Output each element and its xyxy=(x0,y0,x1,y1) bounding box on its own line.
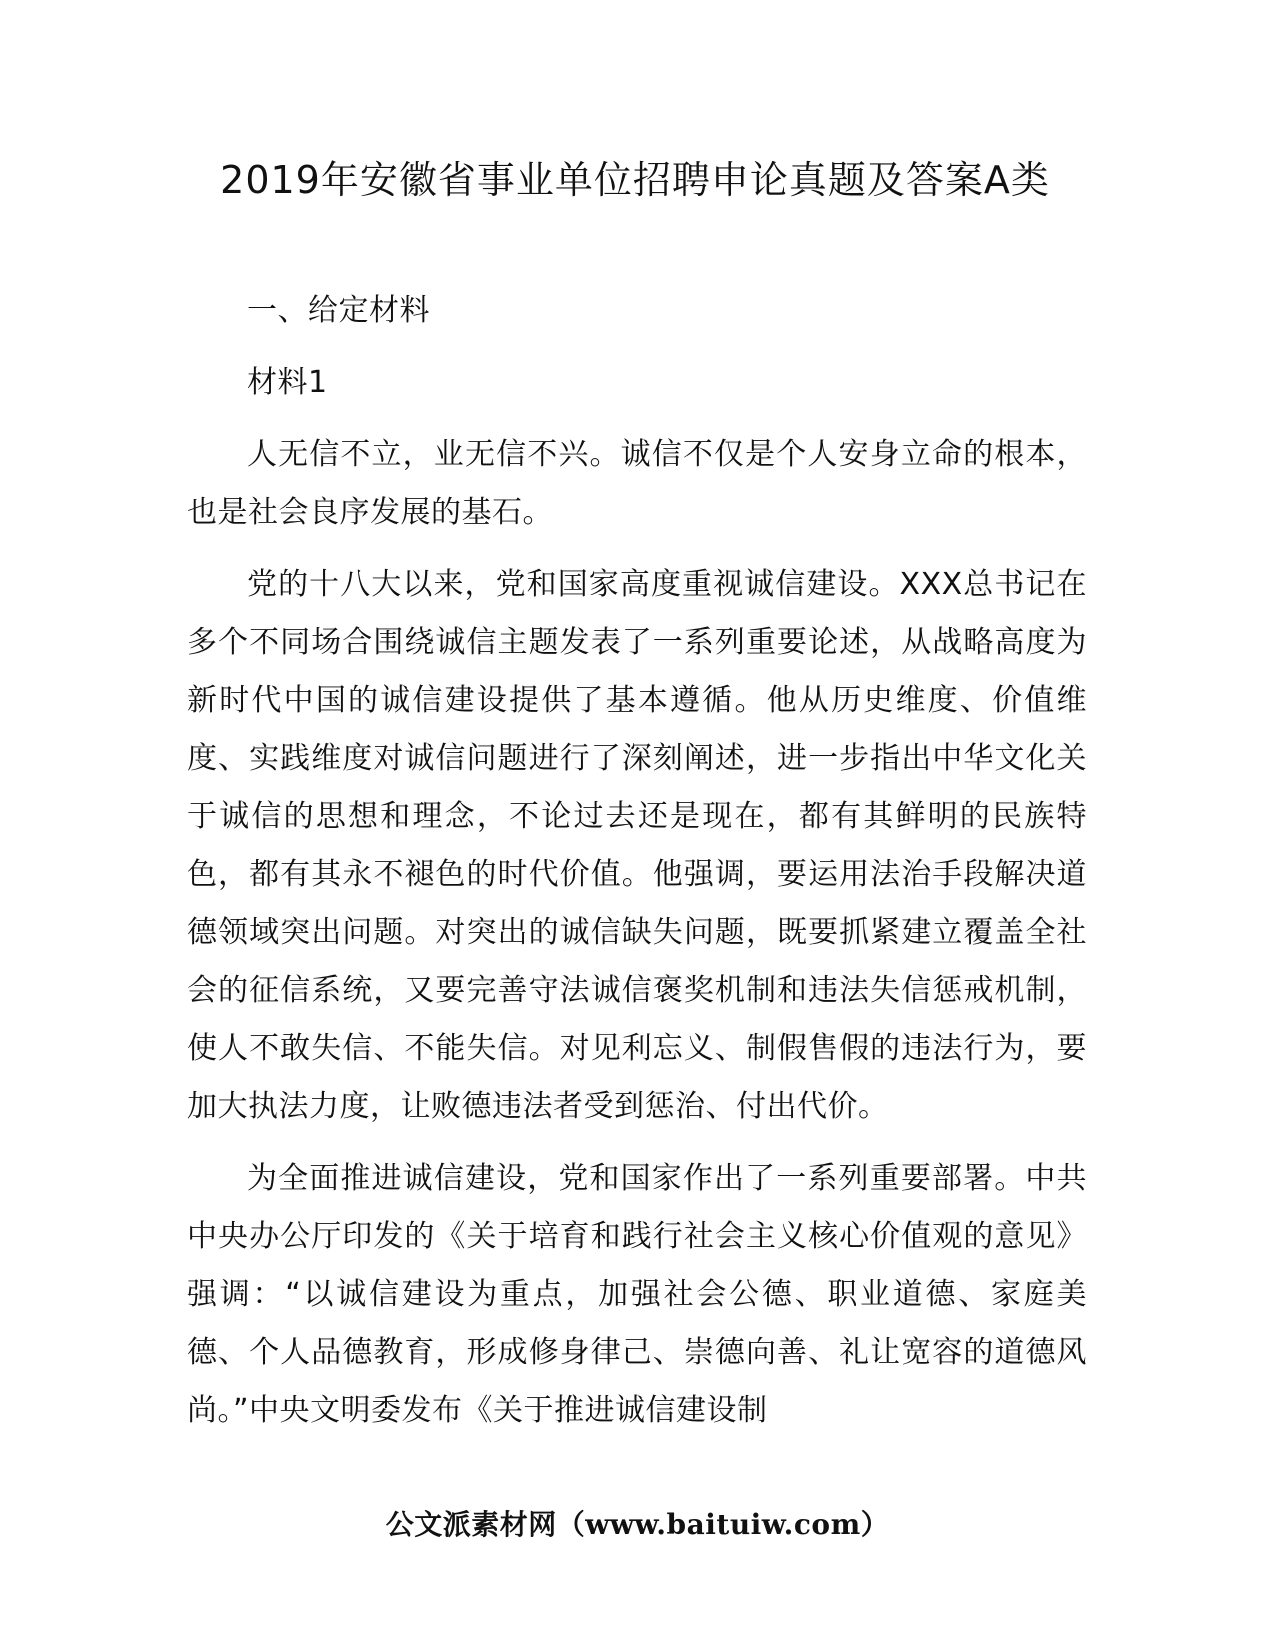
paragraph: 党的十八大以来，党和国家高度重视诚信建设。XXX总书记在多个不同场合围绕诚信主题发表了一系列重要论述，从战略高度为新时代中国的诚信建设提供了基本遵循。他从历史维度、价值维度、实践维度对诚信问题进行了深刻阐述，进一步指出中华文化关于诚信的思想和理念，不论过去还是现在，都有其鲜明的民族特色，都有其永不褪色的时代价值。他强调，要运用法治手段解决道德领域突出问题。对突出的诚信缺失问题，既要抓紧建立覆盖全社会的征信系统，又要完善守法诚信褒奖机制和违法失信惩戒机制，使人不敢失信、不能失信。对见利忘义、制假售假的违法行为，要加大执法力度，让败德违法者受到惩治、付出代价。 xyxy=(187,567,1087,1124)
paragraph: 为全面推进诚信建设，党和国家作出了一系列重要部署。中共中央办公厅印发的《关于培育和践行社会主义核心价值观的意见》强调：“以诚信建设为重点，加强社会公德、职业道德、家庭美德、个人品德教育，形成修身律己、崇德向善、礼让宽容的道德风尚。”中央文明委发布《关于推进诚信建设制 xyxy=(187,1161,1087,1428)
footer-watermark: 公文派素材网（www.baituiw.com） xyxy=(385,1508,890,1541)
paragraph: 人无信不立，业无信不兴。诚信不仅是个人安身立命的根本，也是社会良序发展的基石。 xyxy=(187,437,1087,530)
material-label: 材料1 xyxy=(247,365,328,400)
section-heading: 一、给定材料 xyxy=(247,293,430,328)
document-body xyxy=(187,282,1087,1454)
document-title: 2019年安徽省事业单位招聘申论真题及答案A类 xyxy=(220,158,1050,202)
